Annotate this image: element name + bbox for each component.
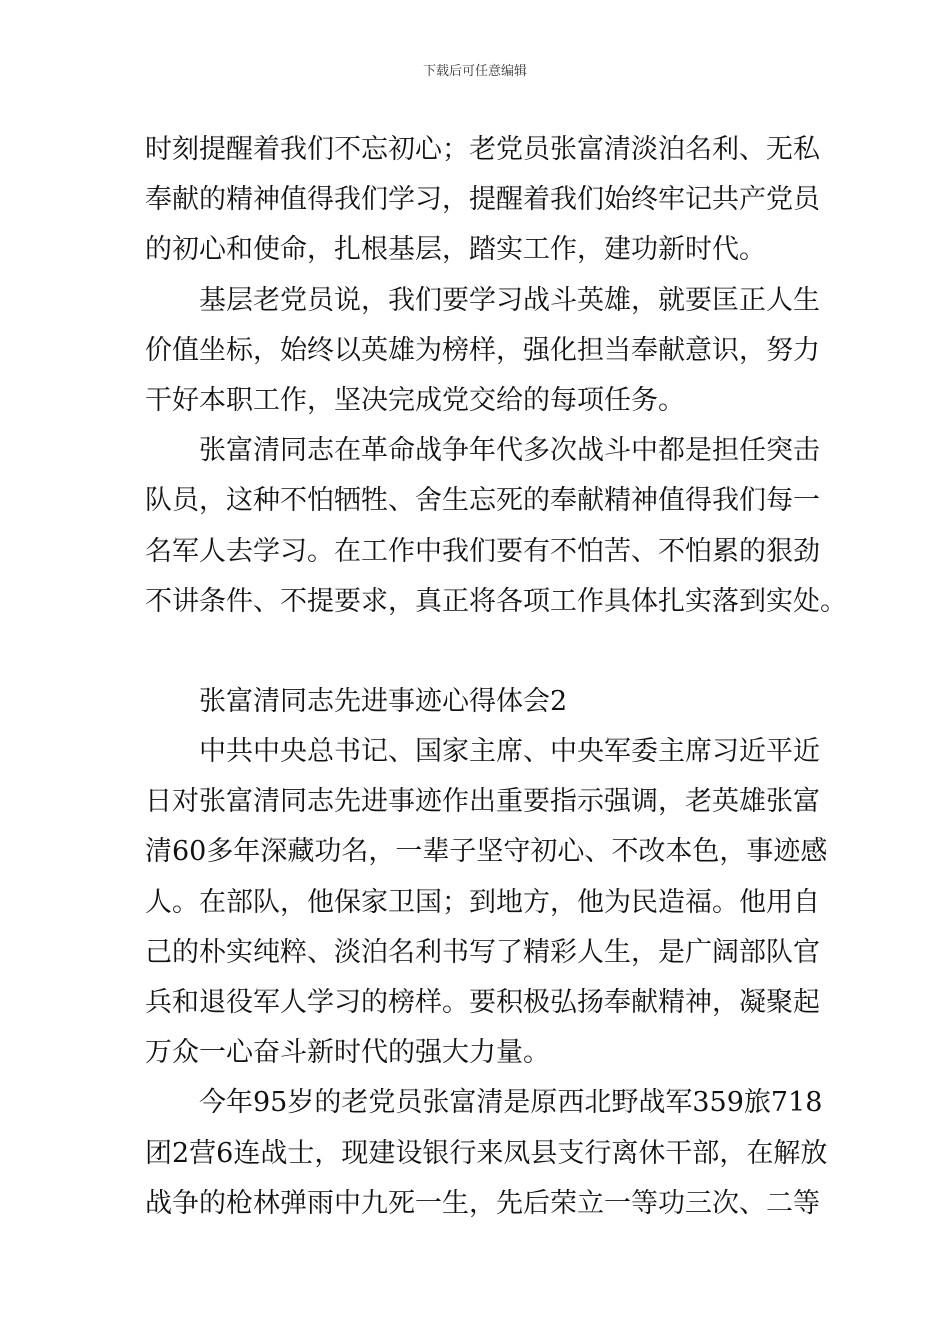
- text-line: 日对张富清同志先进事迹作出重要指示强调，老英雄张富: [145, 786, 820, 818]
- heading-text: 张富清同志先进事迹心得体会2: [199, 685, 568, 717]
- text-line: 兵和退役军人学习的榜样。要积极弘扬奉献精神，凝聚起: [145, 987, 820, 1018]
- text-line: 人。在部队，他保家卫国；到地方，他为民造福。他用自: [145, 886, 820, 918]
- section-heading: [145, 677, 807, 727]
- text-line: 基层老党员说，我们要学习战斗英雄，就要匡正人生: [199, 284, 820, 316]
- document-body: [145, 125, 847, 1229]
- text-line: 中共中央总书记、国家主席、中央军委主席习近平近: [199, 736, 820, 768]
- text-line: 清60多年深藏功名，一辈子坚守初心、不改本色，事迹感: [145, 836, 828, 868]
- paragraph-3: [145, 426, 847, 627]
- paragraph-5: [145, 1078, 828, 1229]
- text-line: 不讲条件、不提要求，真正将各项工作具体扎实落到实处。: [145, 585, 847, 617]
- paragraph-2: [145, 276, 820, 427]
- text-line: 张富清同志在革命战争年代多次战斗中都是担任突击: [199, 435, 820, 467]
- text-line: 奉献的精神值得我们学习，提醒着我们始终牢记共产党员: [145, 184, 820, 216]
- text-line: 名军人去学习。在工作中我们要有不怕苦、不怕累的狠劲: [145, 535, 820, 567]
- text-line: 己的朴实纯粹、淡泊名利书写了精彩人生，是广阔部队官: [145, 936, 820, 968]
- text-line: 队员，这种不怕牺牲、舍生忘死的奉献精神值得我们每一: [145, 485, 820, 517]
- text-line: 战争的枪林弹雨中九死一生，先后荣立一等功三次、二等: [145, 1187, 820, 1219]
- text-line: 万众一心奋斗新时代的强大力量。: [145, 1037, 550, 1069]
- text-line: 团2营6连战士，现建设银行来凤县支行离休干部，在解放: [145, 1137, 828, 1169]
- text-line: 今年95岁的老党员张富清是原西北野战军359旅718: [199, 1087, 823, 1119]
- paragraph-4: [145, 727, 828, 1078]
- text-line: 时刻提醒着我们不忘初心；老党员张富清淡泊名利、无私: [145, 134, 820, 165]
- text-line: 的初心和使命，扎根基层，踏实工作，建功新时代。: [145, 234, 766, 266]
- text-line: 干好本职工作，坚决完成党交给的每项任务。: [145, 384, 685, 416]
- page-header: 下载后可任意编辑: [422, 64, 527, 79]
- paragraph-1: [145, 125, 820, 276]
- text-line: 价值坐标，始终以英雄为榜样，强化担当奉献意识，努力: [145, 334, 820, 366]
